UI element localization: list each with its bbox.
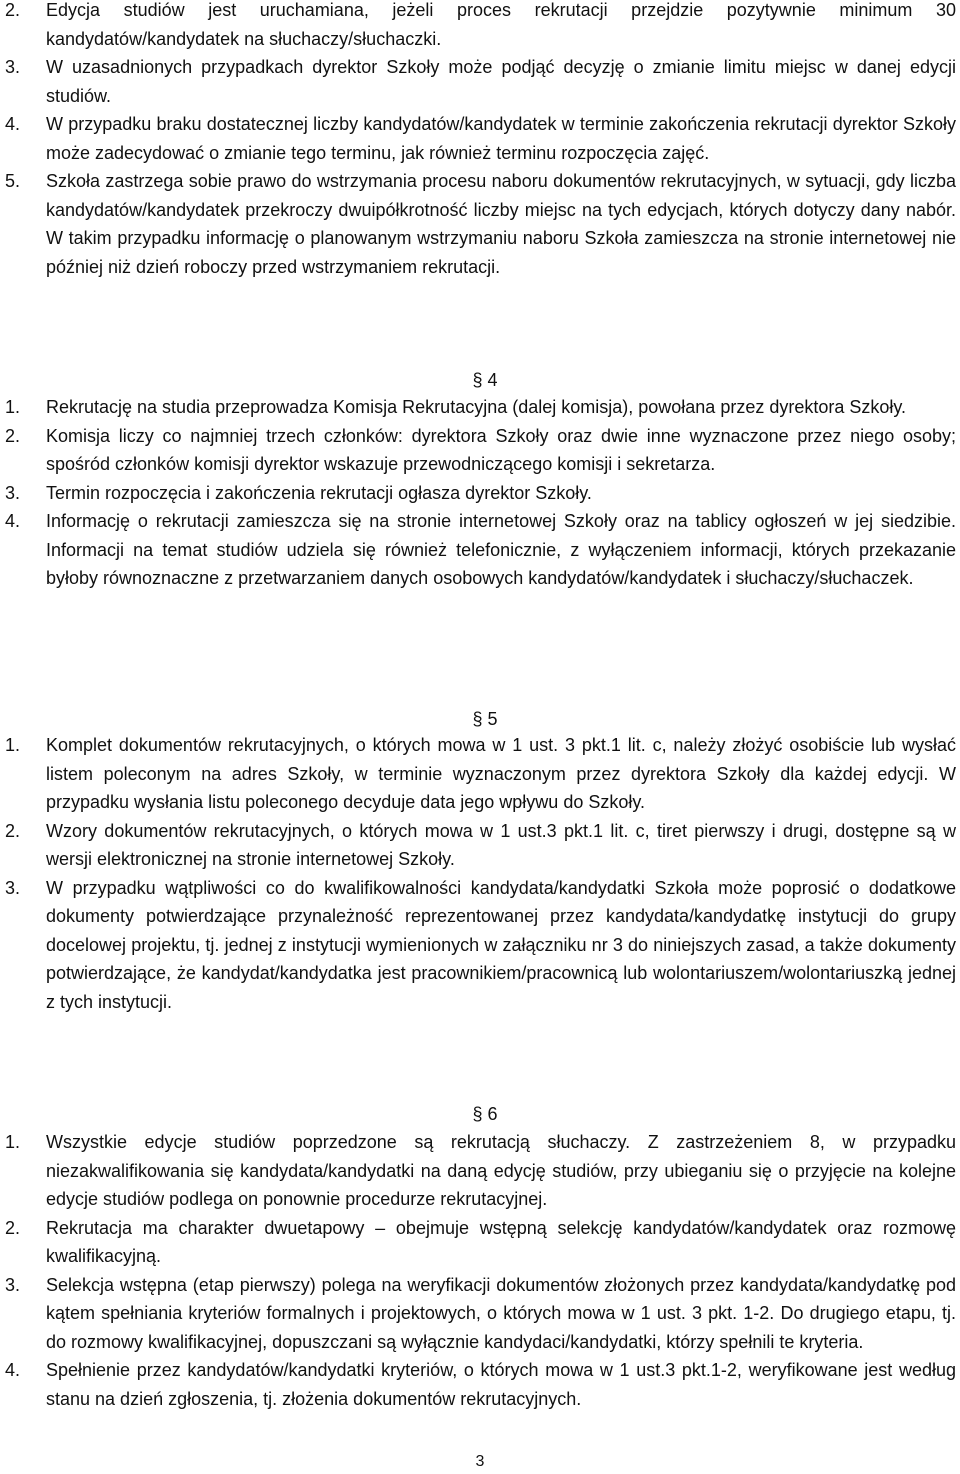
item-text: Termin rozpoczęcia i zakończenia rekrutacji ogłasza dyrektor Szkoły. (46, 482, 592, 503)
item-text: Szkoła zastrzega sobie prawo do wstrzymania procesu naboru dokumentów rekrutacyjnych, w sytuacji, gdy liczba kandydatów/kandydatek przekroczy dwuipółkrotność liczby miejsc na tych edycjach, których dotyczy dany nabór. W takim przypadku informację o planowanym wstrzymaniu naboru Szkoła zamieszcza na stronie internetowej nie później niż dzień roboczy przed wstrzymaniem rekrutacji. (46, 171, 956, 277)
section-5 (5, 731, 956, 1016)
item-number: 3. (5, 1274, 21, 1295)
item-text: Spełnienie przez kandydatów/kandydatki kryteriów, o których mowa w 1 ust.3 pkt.1-2, weryfikowane jest według stanu na dzień zgłoszenia, tj. złożenia dokumentów rekrutacyjnych. (46, 1360, 956, 1409)
section-4 (5, 393, 956, 593)
list-item (5, 1271, 956, 1357)
item-number: 2. (5, 1217, 21, 1238)
section-6 (5, 1128, 956, 1413)
section-heading-4 (455, 370, 515, 390)
section-heading-6 (455, 1104, 515, 1124)
item-number: 4. (5, 114, 21, 134)
list-item (5, 53, 956, 110)
page-number: 3 (475, 1453, 485, 1470)
list-item (5, 479, 956, 508)
item-text: Rekrutację na studia przeprowadza Komisja Rekrutacyjna (dalej komisja), powołana przez dyrektora Szkoły. (46, 397, 907, 417)
item-text: Informację o rekrutacji zamieszcza się na stronie internetowej Szkoły oraz na tablicy ogłoszeń w jej siedzibie. Informacji na temat studiów udziela się również telefonicznie, z wyłączeniem informacji, których przekazanie byłoby równoznaczne z przetwarzaniem danych osobowych kandydatów/kandydatek i słuchaczy/słuchaczek. (46, 511, 956, 588)
section-number: 4 (487, 370, 498, 390)
section-heading-5 (455, 709, 515, 729)
list-item (5, 507, 956, 593)
list-item (5, 817, 956, 874)
item-text: W uzasadnionych przypadkach dyrektor Szkoły może podjąć decyzję o zmianie limitu miejsc w danej edycji studiów. (46, 57, 956, 106)
item-number: 2. (5, 0, 21, 20)
item-number: 4. (5, 511, 21, 531)
list-item (5, 1356, 956, 1413)
item-number: 1. (5, 397, 21, 417)
list-item (5, 110, 956, 167)
item-number: 2. (5, 425, 21, 446)
section-continuation (5, 0, 956, 281)
item-number: 5. (5, 171, 21, 191)
list-item (5, 1128, 956, 1214)
section-number: 5 (487, 709, 498, 729)
item-text: Wszystkie edycje studiów poprzedzone są rekrutacją słuchaczy. Z zastrzeżeniem 8, w przypadku niezakwalifikowania się kandydata/kandydatki na daną edycję studiów, przy ubieganiu się o przyjęcie na kolejne edycje studiów podlega on ponownie procedurze rekrutacyjnej. (46, 1132, 956, 1209)
item-text: Wzory dokumentów rekrutacyjnych, o których mowa w 1 ust.3 pkt.1 lit. c, tiret pierwszy i drugi, dostępne są w wersji elektronicznej na stronie internetowej Szkoły. (46, 820, 956, 869)
section-sign-icon: § (472, 370, 483, 390)
item-text: Komplet dokumentów rekrutacyjnych, o których mowa w 1 ust. 3 pkt.1 lit. c, należy złożyć osobiście lub wysłać listem poleconym na adres Szkoły, w terminie wyznaczonym przez dyrektora Szkoły dla każdej edycji. W przypadku wysłania listu poleconego decyduje data jego wpływu do Szkoły. (46, 735, 956, 812)
section-number: 6 (487, 1104, 498, 1124)
item-text: Selekcja wstępna (etap pierwszy) polega na weryfikacji dokumentów złożonych przez kandydata/kandydatkę pod kątem spełniania kryteriów formalnych i projektowych, o których mowa w 1 ust. 3 pkt. 1-2. Do drugiego etapu, tj. do rozmowy kwalifikacyjnej, dopuszczani są wyłącznie kandydaci/kandydatki, którzy spełnili te kryteria. (46, 1274, 956, 1352)
list-item (5, 731, 956, 817)
item-number: 2. (5, 820, 21, 841)
item-text: Rekrutacja ma charakter dwuetapowy – obejmuje wstępną selekcję kandydatów/kandydatek oraz rozmowę kwalifikacyjną. (46, 1217, 956, 1266)
section-sign-icon: § (472, 1104, 483, 1124)
item-text: Edycja studiów jest uruchamiana, jeżeli proces rekrutacji przejdzie pozytywnie minimum 30 kandydatów/kandydatek na słuchaczy/słuchaczki. (46, 0, 956, 49)
item-number: 1. (5, 735, 21, 755)
item-text: Komisja liczy co najmniej trzech członków: dyrektora Szkoły oraz dwie inne wyznaczone przez niego osoby; spośród członków komisji dyrektor wskazuje przewodniczącego komisji i sekretarza. (46, 425, 956, 474)
item-text: W przypadku wątpliwości co do kwalifikowalności kandydata/kandydatki Szkoła może poprosić o dodatkowe dokumenty potwierdzające przynależność reprezentowanej przez kandydata/kandydatkę instytucji do grupy docelowej projektu, tj. jednej z instytucji wymienionych w załączniku nr 3 do niniejszych zasad, a także dokumenty potwierdzające, że kandydat/kandydatka jest pracownikiem/pracownicą lub wolontariuszem/wolontariuszką jednej z tych instytucji. (46, 877, 956, 1012)
item-number: 4. (5, 1360, 21, 1380)
list-item (5, 0, 956, 53)
item-text: W przypadku braku dostatecznej liczby kandydatów/kandydatek w terminie zakończenia rekrutacji dyrektor Szkoły może zadecydować o zmianie tego terminu, jak również terminu rozpoczęcia zajęć. (46, 114, 956, 163)
item-number: 3. (5, 482, 21, 503)
item-number: 3. (5, 57, 21, 77)
list-item (5, 422, 956, 479)
list-item (5, 1214, 956, 1271)
list-item (5, 167, 956, 281)
item-number: 3. (5, 877, 21, 898)
section-sign-icon: § (472, 709, 483, 729)
item-number: 1. (5, 1132, 21, 1152)
list-item (5, 393, 956, 422)
list-item (5, 874, 956, 1017)
